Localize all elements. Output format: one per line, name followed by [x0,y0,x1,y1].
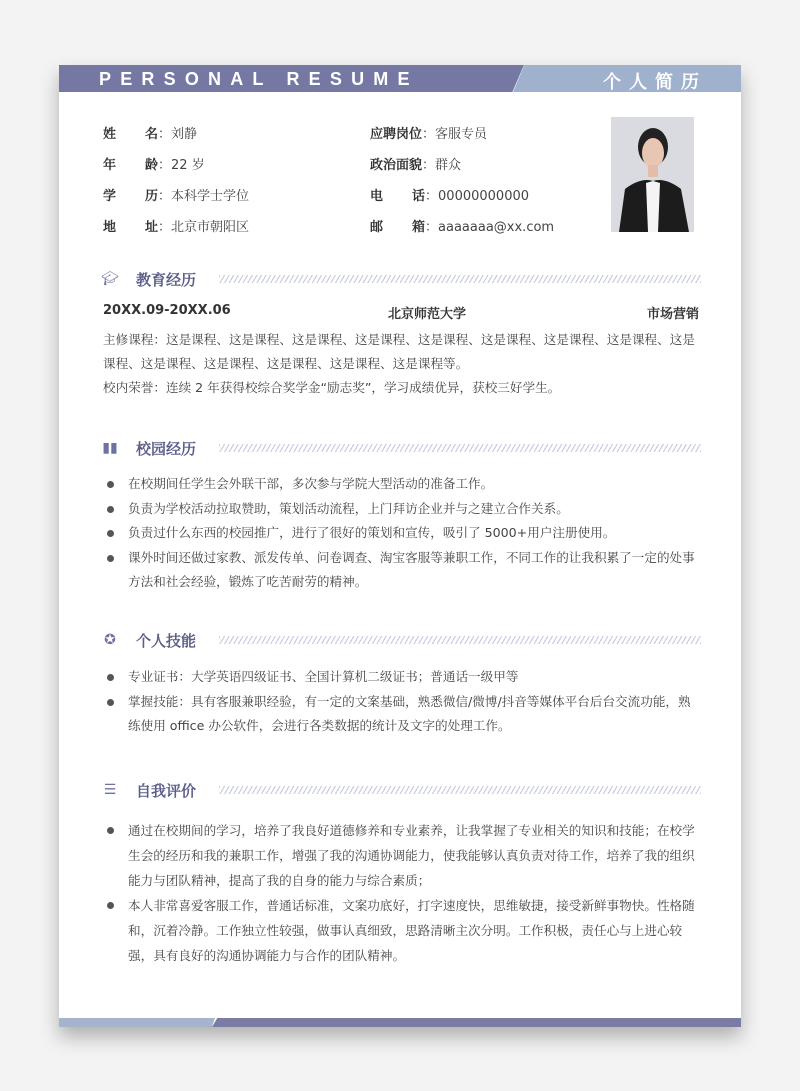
info-age: 年 龄：22 岁 [103,158,205,173]
edu-school: 北京师范大学 [388,307,467,322]
list-item: 在校期间任学生会外联干部，多次参与学院大型活动的准备工作。 [103,472,701,497]
list-item: 负责为学校活动拉取赞助，策划活动流程，上门拜访企业并与之建立合作关系。 [103,497,701,522]
profile-photo [611,117,694,232]
section-education-header [101,269,701,289]
list-item: 负责过什么东西的校园推广，进行了很好的策划和宣传，吸引了 5000+用户注册使用。 [103,521,701,546]
divider-stripe [219,786,701,794]
list-item: 掌握技能：具有客服兼职经验，有一定的文案基础，熟悉微信/微博/抖音等媒体平台后台交流功能，熟练使用 office 办公软件，会进行各类数据的统计及文字的处理工作。 [103,690,701,739]
resume-page [59,65,741,1027]
info-name: 姓 名：刘静 [103,127,198,142]
info-phone: 电 话：00000000000 [370,189,530,204]
footer-bar-left [59,1018,215,1027]
info-address: 地 址：北京市朝阳区 [103,220,250,235]
edu-major: 市场营销 [646,307,699,322]
section-campus-header [101,438,701,458]
graduation-cap-icon: 🎓︎ [101,271,119,287]
list-item: 课外时间还做过家教、派发传单、问卷调查、淘宝客服等兼职工作，不同工作的让我积累了一定的处事方法和社会经验，锻炼了吃苦耐劳的精神。 [103,546,701,595]
campus-list [103,472,701,595]
list-item: 通过在校期间的学习，培养了我良好道德修养和专业素养，让我掌握了专业相关的知识和技能；在校学生会的经历和我的兼职工作，增强了我的沟通协调能力，使我能够认真负责对待工作，培养了我的组织能力与团队精神，提高了我的自身的能力与综合素质； [103,818,701,893]
section-self-header [101,780,701,800]
section-title: 个人技能 [136,632,197,650]
divider-stripe [219,444,701,452]
edu-honors: 校内荣誉：连续 2 年获得校综合奖学金“励志奖”，学习成绩优异，获校三好学生。 [103,380,561,395]
section-title: 自我评价 [136,782,197,800]
book-icon: ▮▮ [102,440,118,456]
info-political: 政治面貌：群众 [370,158,462,173]
title-cn: 个人简历 [603,72,707,93]
section-title: 教育经历 [136,271,197,289]
list-item: 本人非常喜爱客服工作，普通话标准，文案功底好，打字速度快，思维敏捷，接受新鲜事物快。性格随和，沉着冷静。工作独立性较强，做事认真细致，思路清晰主次分明。工作积极，责任心与上进心较强，具有良好的沟通协调能力与合作的团队精神。 [103,893,701,968]
edu-courses: 主修课程：这是课程、这是课程、这是课程、这是课程、这是课程、这是课程、这是课程、这是课程、这是课程、这是课程、这是课程、这是课程、这是课程、这是课程等。 [103,332,695,371]
divider-stripe [219,636,701,644]
edu-period: 20XX.09-20XX.06 [103,303,231,318]
skills-list [103,665,701,739]
self-list [103,818,701,968]
info-email: 邮 箱：aaaaaaa@xx.com [370,220,555,235]
section-title: 校园经历 [136,440,197,458]
list-item: 专业证书：大学英语四级证书、全国计算机二级证书；普通话一级甲等 [103,665,701,690]
title-en: PERSONAL RESUME [99,69,419,89]
info-degree: 学 历：本科学士学位 [103,189,250,204]
list-icon: ☰ [103,782,117,798]
award-icon: ✪ [104,632,116,648]
info-position: 应聘岗位：客服专员 [370,127,488,142]
section-skills-header [101,630,701,650]
divider-stripe [219,275,701,283]
footer-bar-right [212,1018,741,1027]
